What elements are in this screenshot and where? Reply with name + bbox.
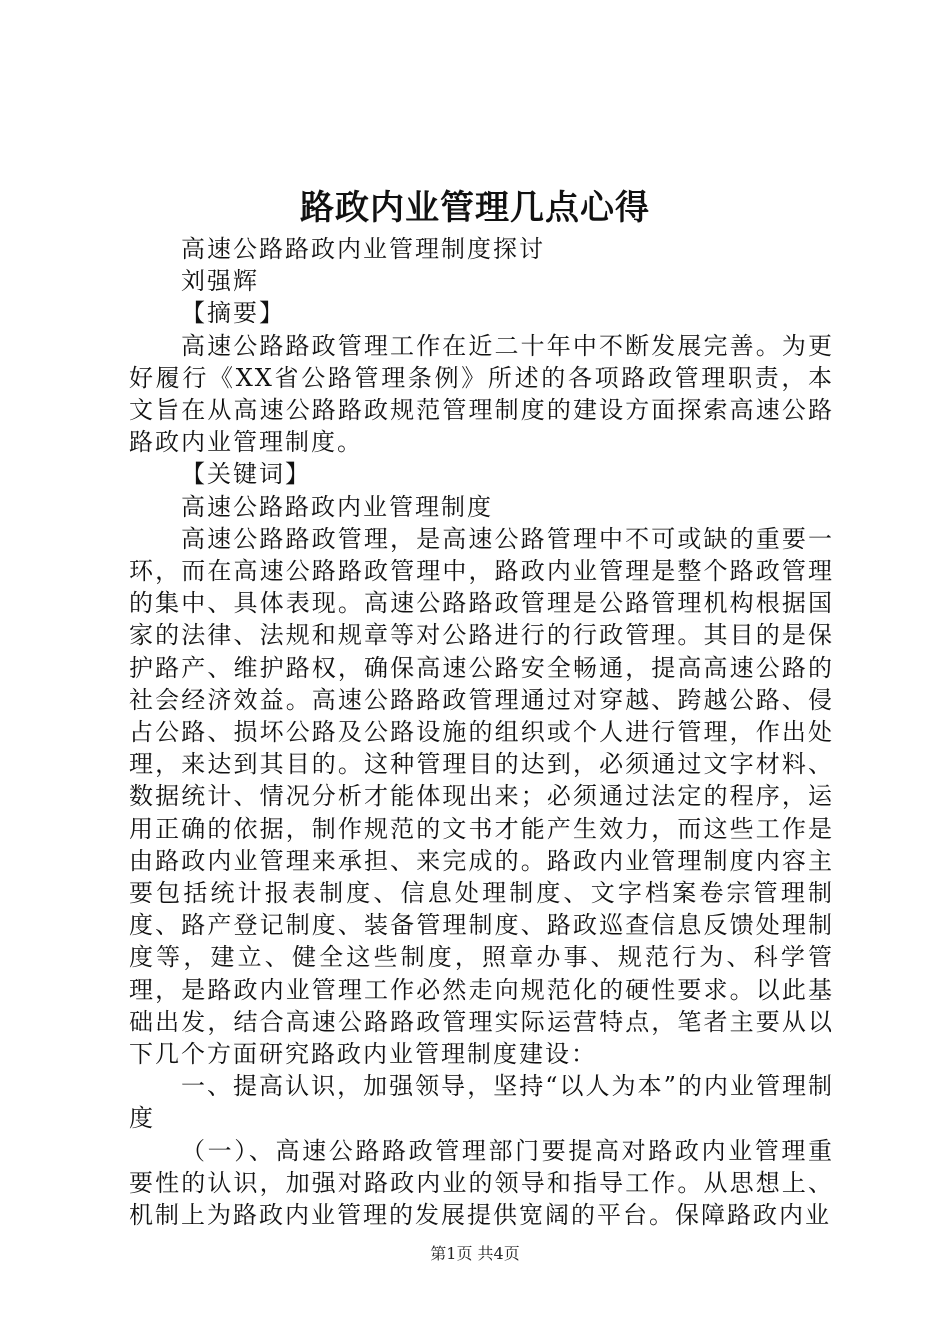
document-title: 路政内业管理几点心得 xyxy=(300,188,650,228)
keywords-heading: 【关键词】 xyxy=(181,460,311,489)
section-heading: 一、提高认识，加强领导，坚持“以人为本”的内业管理制度 xyxy=(129,1072,834,1133)
abstract-paragraph: 高速公路路政管理工作在近二十年中不断发展完善。为更好履行《XX省公路管理条例》所述的各项路政管理职责，本文旨在从高速公路路政规范管理制度的建设方面探索高速公路路政内业管理制度。 xyxy=(129,331,834,457)
abstract-heading: 【摘要】 xyxy=(181,299,285,328)
document-body xyxy=(129,233,834,1231)
body-paragraph: 高速公路路政管理，是高速公路管理中不可或缺的重要一环，而在高速公路路政管理中，路政内业管理是整个路政管理的集中、具体表现。高速公路路政管理是公路管理机构根据国家的法律、法规和规章等对公路进行的行政管理。其目的是保护路产、维护路权，确保高速公路安全畅通，提高高速公路的社会经济效益。高速公路路政管理通过对穿越、跨越公路、侵占公路、损坏公路及公路设施的组织或个人进行管理，作出处理，来达到其目的。这种管理目的达到，必须通过文字材料、数据统计、情况分析才能体现出来；必须通过法定的程序，运用正确的依据，制作规范的文书才能产生效力，而这些工作是由路政内业管理来承担、来完成的。路政内业管理制度内容主要包括统计报表制度、信息处理制度、文字档案卷宗管理制度、路产登记制度、装备管理制度、路政巡查信息反馈处理制度等，建立、健全这些制度，照章办事、规范行为、科学管理，是路政内业管理工作必然走向规范化的硬性要求。以此基础出发，结合高速公路路政管理实际运营特点，笔者主要从以下几个方面研究路政内业管理制度建设： xyxy=(129,524,834,1069)
keywords-paragraph: 高速公路路政内业管理制度 xyxy=(181,492,493,521)
page-footer: 第1页 共4页 xyxy=(430,1244,520,1263)
subsection-paragraph: （一）、高速公路路政管理部门要提高对路政内业管理重要性的认识，加强对路政内业的领导和指导工作。从思想上、机制上为路政内业管理的发展提供宽阔的平台。保障路政内业 xyxy=(129,1136,834,1230)
author-paragraph: 刘强辉 xyxy=(181,267,259,296)
subtitle-paragraph: 高速公路路政内业管理制度探讨 xyxy=(181,235,545,263)
